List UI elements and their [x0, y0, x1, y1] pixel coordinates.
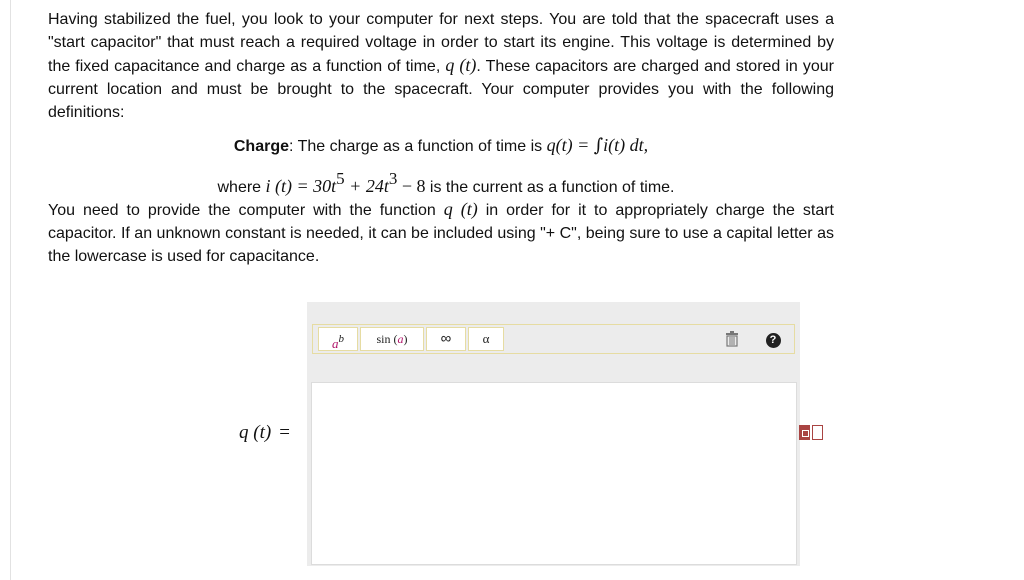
- superscript-button[interactable]: $a^b$: [318, 327, 358, 351]
- trash-button[interactable]: [714, 327, 750, 351]
- definition-charge: Charge: The charge as a function of time is q(t) = ∫i(t) dt,: [233, 135, 649, 156]
- math-editor: [307, 302, 800, 566]
- greek-alpha-button[interactable]: α: [468, 327, 504, 351]
- definition-current: where i (t) = 30t5 + 24t3 − 8 is the current as a function of time.: [217, 169, 675, 196]
- math-toolbar: [312, 324, 795, 354]
- intro-paragraph: Having stabilized the fuel, you look to your computer for next steps. You are told that the spacecraft uses a "start capacitor" that must reach a required voltage in order to start its engine. This voltage is determined by the fixed capacitance and charge as a function of time, q (t). These capacitors are charged and stored in your current location and must be brought to the spacecraft. Your computer provides you with the following definitions:: [48, 11, 834, 121]
- inline-math-q: q (t): [445, 55, 477, 75]
- file-icons: [799, 425, 825, 443]
- page-left-border: [10, 0, 11, 580]
- answer-input[interactable]: [311, 382, 797, 565]
- infinity-button[interactable]: ∞: [426, 327, 466, 351]
- answer-label: q (t) =: [239, 422, 290, 443]
- instruction-paragraph: You need to provide the computer with the function q (t) in order for it to appropriately charge the start capacitor. If an unknown constant is needed, it can be included using "+ C", being sure to use a capital letter as the lowercase is used for capacitance.: [48, 199, 834, 265]
- file-blank-icon[interactable]: [812, 425, 823, 440]
- file-icon[interactable]: [799, 425, 810, 440]
- sin-function-button[interactable]: sin (a): [360, 327, 424, 351]
- help-icon: ?: [766, 333, 781, 348]
- help-button[interactable]: [754, 327, 792, 351]
- question-text: [48, 8, 834, 268]
- trash-icon: [725, 331, 739, 347]
